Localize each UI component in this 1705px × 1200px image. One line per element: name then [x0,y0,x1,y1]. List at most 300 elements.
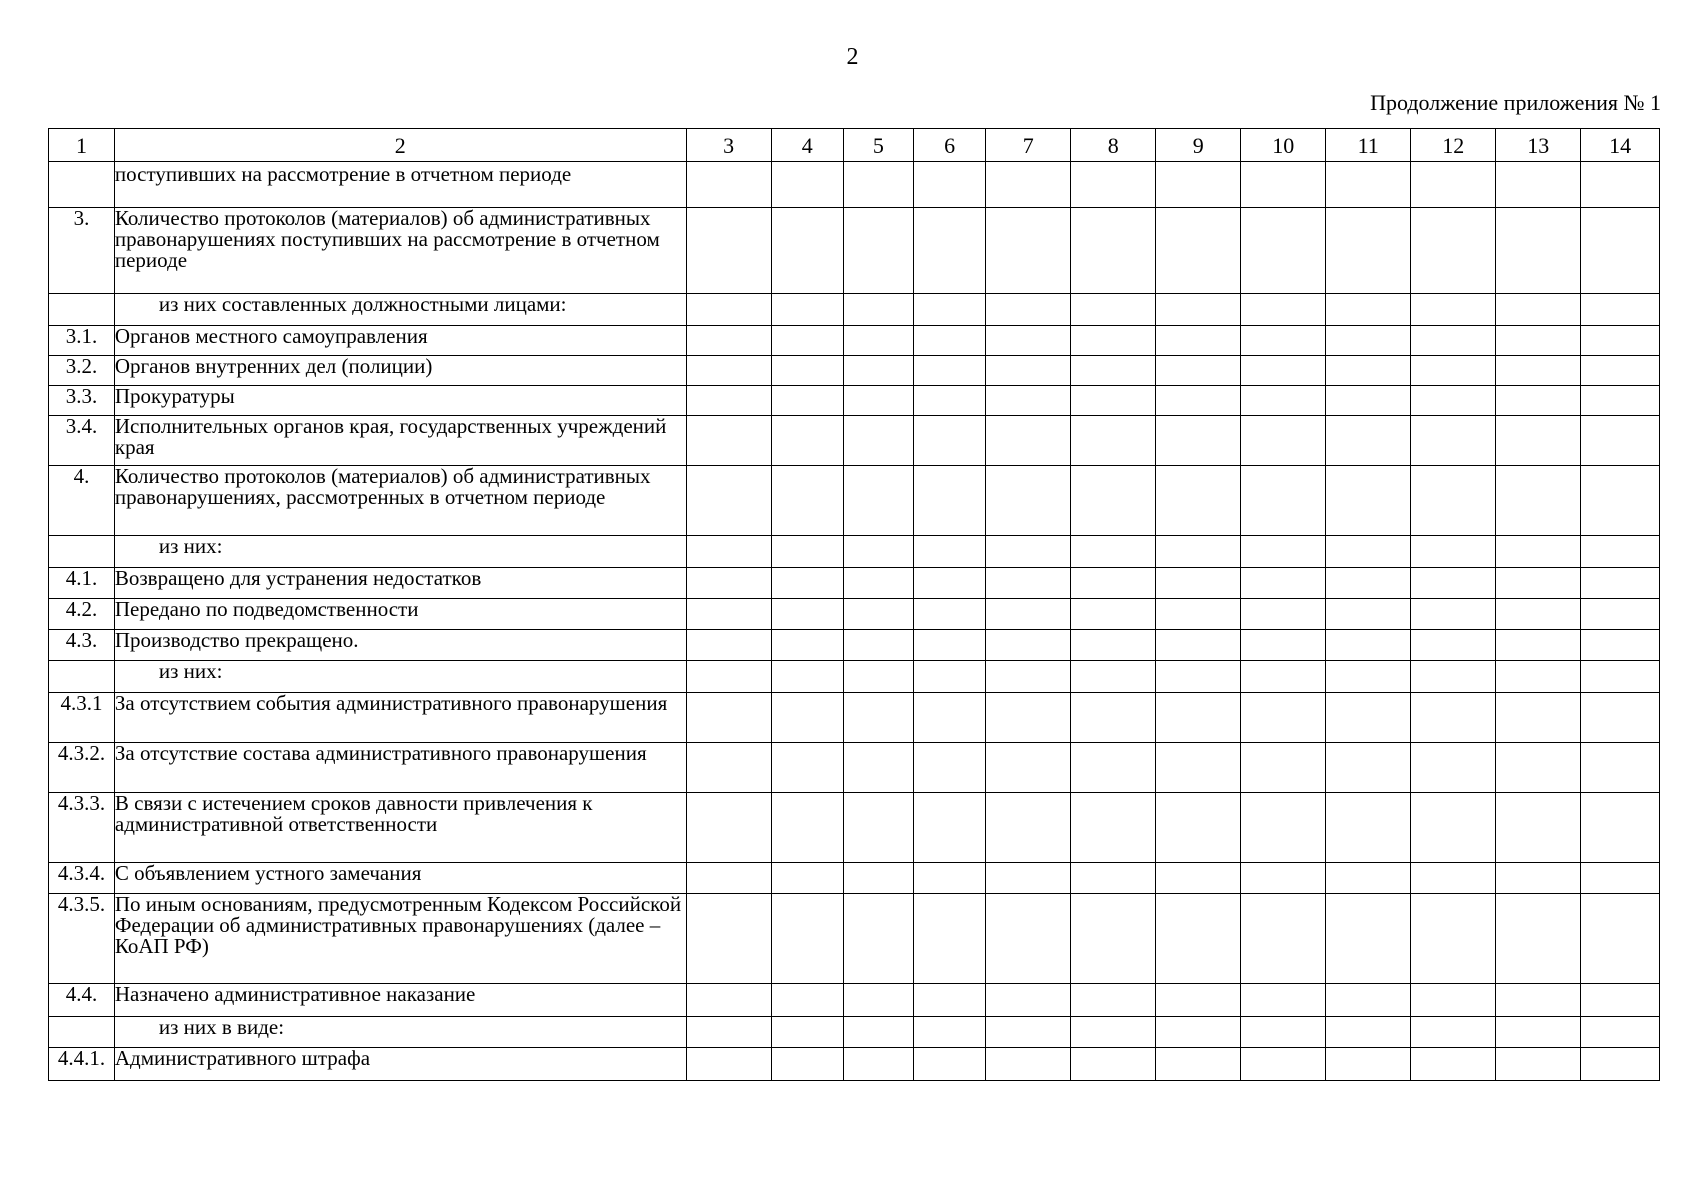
data-cell-col-9 [1156,568,1241,599]
data-cell-col-7 [986,294,1071,326]
data-cell-col-9 [1156,208,1241,294]
data-cell-col-9 [1156,1048,1241,1081]
table-row [49,568,1660,599]
data-cell-col-12 [1411,326,1496,356]
data-cell-col-13 [1496,984,1581,1017]
data-cell-col-12 [1411,894,1496,984]
table-row [49,630,1660,661]
data-cell-col-8 [1071,294,1156,326]
data-cell-col-4 [771,1048,843,1081]
data-cell-col-6 [913,386,985,416]
data-cell-col-14 [1581,568,1660,599]
data-cell-col-3 [686,162,771,208]
data-cell-col-6 [913,693,985,743]
data-cell-col-10 [1241,863,1326,894]
data-cell-col-3 [686,536,771,568]
data-cell-col-12 [1411,984,1496,1017]
data-cell-col-14 [1581,162,1660,208]
row-number: 4.1. [49,568,115,599]
data-cell-col-13 [1496,416,1581,466]
column-header-6: 6 [913,129,985,162]
data-cell-col-10 [1241,793,1326,863]
data-cell-col-5 [843,1017,913,1048]
page-number: 2 [846,44,859,70]
data-cell-col-13 [1496,208,1581,294]
data-cell-col-8 [1071,630,1156,661]
data-cell-col-5 [843,162,913,208]
data-cell-col-14 [1581,466,1660,536]
data-cell-col-3 [686,1048,771,1081]
data-cell-col-14 [1581,386,1660,416]
data-cell-col-11 [1326,1017,1411,1048]
data-cell-col-7 [986,356,1071,386]
data-cell-col-14 [1581,208,1660,294]
data-cell-col-6 [913,208,985,294]
data-cell-col-10 [1241,386,1326,416]
data-cell-col-11 [1326,536,1411,568]
data-cell-col-10 [1241,984,1326,1017]
data-cell-col-4 [771,386,843,416]
data-cell-col-8 [1071,326,1156,356]
row-number: 3.2. [49,356,115,386]
data-cell-col-8 [1071,599,1156,630]
data-cell-col-3 [686,984,771,1017]
table-row [49,386,1660,416]
data-cell-col-3 [686,793,771,863]
data-cell-col-3 [686,863,771,894]
data-cell-col-12 [1411,1048,1496,1081]
data-cell-col-5 [843,630,913,661]
data-cell-col-12 [1411,793,1496,863]
column-header-3: 3 [686,129,771,162]
data-cell-col-8 [1071,356,1156,386]
data-cell-col-12 [1411,294,1496,326]
data-cell-col-3 [686,568,771,599]
data-cell-col-8 [1071,1017,1156,1048]
data-cell-col-10 [1241,693,1326,743]
data-cell-col-5 [843,356,913,386]
data-cell-col-5 [843,294,913,326]
row-number: 4.4.1. [49,1048,115,1081]
data-cell-col-6 [913,793,985,863]
row-number: 4.3.1 [49,693,115,743]
data-cell-col-5 [843,599,913,630]
data-cell-col-9 [1156,630,1241,661]
data-cell-col-4 [771,984,843,1017]
data-cell-col-8 [1071,568,1156,599]
data-cell-col-13 [1496,661,1581,693]
row-number: 3.3. [49,386,115,416]
data-cell-col-4 [771,208,843,294]
data-cell-col-5 [843,568,913,599]
data-cell-col-7 [986,162,1071,208]
table-row [49,466,1660,536]
data-cell-col-7 [986,661,1071,693]
data-cell-col-14 [1581,536,1660,568]
table-row [49,743,1660,793]
data-cell-col-6 [913,599,985,630]
data-cell-col-3 [686,743,771,793]
data-cell-col-14 [1581,1048,1660,1081]
data-cell-col-12 [1411,466,1496,536]
data-cell-col-3 [686,693,771,743]
row-label: По иным основаниям, предусмотренным Кодексом Российской Федерации об административных правонарушениях (далее – КоАП РФ) [114,894,686,984]
data-cell-col-8 [1071,984,1156,1017]
row-number: 3.4. [49,416,115,466]
table-row [49,356,1660,386]
column-header-5: 5 [843,129,913,162]
data-cell-col-11 [1326,984,1411,1017]
row-number [49,1017,115,1048]
data-cell-col-7 [986,208,1071,294]
row-label: Назначено административное наказание [114,984,686,1017]
data-cell-col-3 [686,661,771,693]
table-row [49,863,1660,894]
data-cell-col-9 [1156,894,1241,984]
data-cell-col-10 [1241,743,1326,793]
data-cell-col-4 [771,793,843,863]
data-cell-col-7 [986,466,1071,536]
data-cell-col-9 [1156,1017,1241,1048]
data-cell-col-7 [986,536,1071,568]
data-cell-col-12 [1411,536,1496,568]
data-cell-col-4 [771,1017,843,1048]
data-cell-col-3 [686,1017,771,1048]
data-cell-col-6 [913,1048,985,1081]
data-cell-col-13 [1496,1048,1581,1081]
data-cell-col-6 [913,984,985,1017]
data-cell-col-5 [843,208,913,294]
row-label: За отсутствие состава административного правонарушения [114,743,686,793]
table-row [49,1017,1660,1048]
data-cell-col-3 [686,630,771,661]
data-cell-col-10 [1241,294,1326,326]
row-number: 4.3.2. [49,743,115,793]
table-row [49,416,1660,466]
data-cell-col-4 [771,356,843,386]
data-cell-col-8 [1071,416,1156,466]
data-cell-col-5 [843,1048,913,1081]
data-cell-col-12 [1411,208,1496,294]
data-cell-col-6 [913,1017,985,1048]
data-cell-col-14 [1581,1017,1660,1048]
data-cell-col-4 [771,630,843,661]
data-cell-col-4 [771,599,843,630]
data-cell-col-7 [986,894,1071,984]
row-number: 4.2. [49,599,115,630]
data-cell-col-14 [1581,743,1660,793]
data-cell-col-7 [986,599,1071,630]
data-cell-col-12 [1411,661,1496,693]
row-label: из них в виде: [114,1017,686,1048]
data-cell-col-7 [986,1048,1071,1081]
data-cell-col-13 [1496,326,1581,356]
data-cell-col-5 [843,416,913,466]
data-cell-col-5 [843,793,913,863]
data-cell-col-14 [1581,894,1660,984]
data-cell-col-12 [1411,693,1496,743]
data-cell-col-14 [1581,356,1660,386]
data-cell-col-5 [843,386,913,416]
data-cell-col-12 [1411,162,1496,208]
data-cell-col-4 [771,863,843,894]
header-row [49,129,1660,162]
column-header-7: 7 [986,129,1071,162]
data-cell-col-10 [1241,208,1326,294]
table-row [49,326,1660,356]
data-cell-col-5 [843,894,913,984]
data-cell-col-3 [686,466,771,536]
column-header-14: 14 [1581,129,1660,162]
data-cell-col-4 [771,568,843,599]
table-row [49,1048,1660,1081]
data-cell-col-5 [843,863,913,894]
data-cell-col-13 [1496,356,1581,386]
data-cell-col-4 [771,661,843,693]
data-cell-col-12 [1411,386,1496,416]
data-cell-col-6 [913,661,985,693]
row-number [49,294,115,326]
data-cell-col-6 [913,356,985,386]
column-header-8: 8 [1071,129,1156,162]
data-cell-col-13 [1496,693,1581,743]
data-cell-col-13 [1496,536,1581,568]
table-row [49,693,1660,743]
data-cell-col-4 [771,326,843,356]
table-row [49,661,1660,693]
data-cell-col-3 [686,326,771,356]
row-label: Административного штрафа [114,1048,686,1081]
data-cell-col-11 [1326,894,1411,984]
row-label: поступивших на рассмотрение в отчетном периоде [114,162,686,208]
row-label: Органов внутренних дел (полиции) [114,356,686,386]
data-cell-col-8 [1071,466,1156,536]
data-cell-col-11 [1326,693,1411,743]
data-cell-col-12 [1411,568,1496,599]
data-cell-col-7 [986,693,1071,743]
data-cell-col-9 [1156,356,1241,386]
column-header-10: 10 [1241,129,1326,162]
column-header-9: 9 [1156,129,1241,162]
data-cell-col-9 [1156,793,1241,863]
row-number: 4.3. [49,630,115,661]
data-cell-col-9 [1156,661,1241,693]
table-row [49,793,1660,863]
data-cell-col-14 [1581,599,1660,630]
data-cell-col-10 [1241,599,1326,630]
data-cell-col-7 [986,863,1071,894]
data-cell-col-12 [1411,1017,1496,1048]
data-cell-col-12 [1411,416,1496,466]
data-cell-col-11 [1326,326,1411,356]
data-cell-col-10 [1241,326,1326,356]
row-number [49,661,115,693]
data-cell-col-12 [1411,863,1496,894]
data-cell-col-6 [913,630,985,661]
report-table [48,128,1660,1081]
data-cell-col-9 [1156,536,1241,568]
data-cell-col-11 [1326,661,1411,693]
data-cell-col-6 [913,326,985,356]
data-cell-col-4 [771,693,843,743]
data-cell-col-4 [771,743,843,793]
data-cell-col-14 [1581,693,1660,743]
data-cell-col-3 [686,356,771,386]
data-cell-col-4 [771,536,843,568]
data-cell-col-13 [1496,466,1581,536]
row-label: Количество протоколов (материалов) об административных правонарушениях поступивших на рассмотрение в отчетном периоде [114,208,686,294]
data-cell-col-9 [1156,743,1241,793]
data-cell-col-4 [771,162,843,208]
data-cell-col-14 [1581,661,1660,693]
data-cell-col-14 [1581,863,1660,894]
row-number: 4. [49,466,115,536]
data-cell-col-4 [771,894,843,984]
row-label: Количество протоколов (материалов) об административных правонарушениях, рассмотренных в отчетном периоде [114,466,686,536]
data-cell-col-8 [1071,863,1156,894]
data-cell-col-8 [1071,536,1156,568]
row-label: Возвращено для устранения недостатков [114,568,686,599]
data-cell-col-13 [1496,568,1581,599]
data-cell-col-6 [913,894,985,984]
data-cell-col-6 [913,568,985,599]
row-number: 3.1. [49,326,115,356]
row-label: Органов местного самоуправления [114,326,686,356]
data-cell-col-14 [1581,630,1660,661]
row-label: В связи с истечением сроков давности привлечения к административной ответственности [114,793,686,863]
data-cell-col-7 [986,1017,1071,1048]
row-label: из них: [114,536,686,568]
data-cell-col-13 [1496,294,1581,326]
data-cell-col-3 [686,294,771,326]
data-cell-col-3 [686,386,771,416]
data-cell-col-10 [1241,536,1326,568]
data-cell-col-11 [1326,630,1411,661]
data-cell-col-11 [1326,863,1411,894]
data-cell-col-6 [913,863,985,894]
data-cell-col-13 [1496,743,1581,793]
data-cell-col-11 [1326,416,1411,466]
data-cell-col-8 [1071,793,1156,863]
row-number [49,536,115,568]
table-row [49,294,1660,326]
row-label: С объявлением устного замечания [114,863,686,894]
data-cell-col-6 [913,743,985,793]
data-cell-col-5 [843,743,913,793]
data-cell-col-9 [1156,386,1241,416]
data-cell-col-7 [986,386,1071,416]
data-cell-col-11 [1326,356,1411,386]
data-cell-col-10 [1241,416,1326,466]
data-cell-col-5 [843,326,913,356]
data-cell-col-9 [1156,984,1241,1017]
data-cell-col-10 [1241,630,1326,661]
data-cell-col-13 [1496,863,1581,894]
data-cell-col-10 [1241,1048,1326,1081]
data-cell-col-8 [1071,208,1156,294]
data-cell-col-10 [1241,1017,1326,1048]
data-cell-col-11 [1326,162,1411,208]
data-cell-col-6 [913,536,985,568]
data-cell-col-7 [986,793,1071,863]
table-row [49,162,1660,208]
row-number [49,162,115,208]
data-cell-col-11 [1326,386,1411,416]
data-cell-col-7 [986,416,1071,466]
data-cell-col-9 [1156,416,1241,466]
column-header-1: 1 [49,129,115,162]
row-label: из них составленных должностными лицами: [114,294,686,326]
table-row [49,208,1660,294]
data-cell-col-4 [771,466,843,536]
data-cell-col-6 [913,416,985,466]
data-cell-col-7 [986,630,1071,661]
data-cell-col-14 [1581,326,1660,356]
data-cell-col-13 [1496,630,1581,661]
data-cell-col-14 [1581,416,1660,466]
data-cell-col-9 [1156,162,1241,208]
data-cell-col-9 [1156,693,1241,743]
data-cell-col-12 [1411,743,1496,793]
table-row [49,536,1660,568]
row-label: из них: [114,661,686,693]
data-cell-col-10 [1241,162,1326,208]
table-row [49,599,1660,630]
data-cell-col-5 [843,466,913,536]
data-cell-col-8 [1071,894,1156,984]
data-cell-col-7 [986,743,1071,793]
data-cell-col-3 [686,208,771,294]
data-cell-col-9 [1156,599,1241,630]
data-cell-col-3 [686,599,771,630]
data-cell-col-8 [1071,1048,1156,1081]
data-cell-col-11 [1326,294,1411,326]
column-header-12: 12 [1411,129,1496,162]
data-cell-col-5 [843,536,913,568]
data-cell-col-8 [1071,386,1156,416]
appendix-continuation-note: Продолжение приложения № 1 [1370,90,1661,115]
data-cell-col-8 [1071,162,1156,208]
column-header-4: 4 [771,129,843,162]
row-number: 3. [49,208,115,294]
data-cell-col-13 [1496,162,1581,208]
row-label: За отсутствием события административного правонарушения [114,693,686,743]
data-cell-col-10 [1241,356,1326,386]
data-cell-col-10 [1241,568,1326,599]
data-cell-col-3 [686,416,771,466]
column-header-2: 2 [114,129,686,162]
data-cell-col-13 [1496,894,1581,984]
data-cell-col-13 [1496,1017,1581,1048]
row-label: Передано по подведомственности [114,599,686,630]
data-cell-col-13 [1496,599,1581,630]
row-label: Производство прекращено. [114,630,686,661]
data-cell-col-11 [1326,1048,1411,1081]
data-cell-col-11 [1326,568,1411,599]
column-header-11: 11 [1326,129,1411,162]
data-cell-col-14 [1581,793,1660,863]
data-cell-col-4 [771,416,843,466]
data-cell-col-14 [1581,984,1660,1017]
row-number: 4.3.4. [49,863,115,894]
table-row [49,894,1660,984]
row-number: 4.4. [49,984,115,1017]
data-cell-col-4 [771,294,843,326]
data-cell-col-6 [913,466,985,536]
data-cell-col-10 [1241,894,1326,984]
data-cell-col-8 [1071,661,1156,693]
data-cell-col-7 [986,326,1071,356]
